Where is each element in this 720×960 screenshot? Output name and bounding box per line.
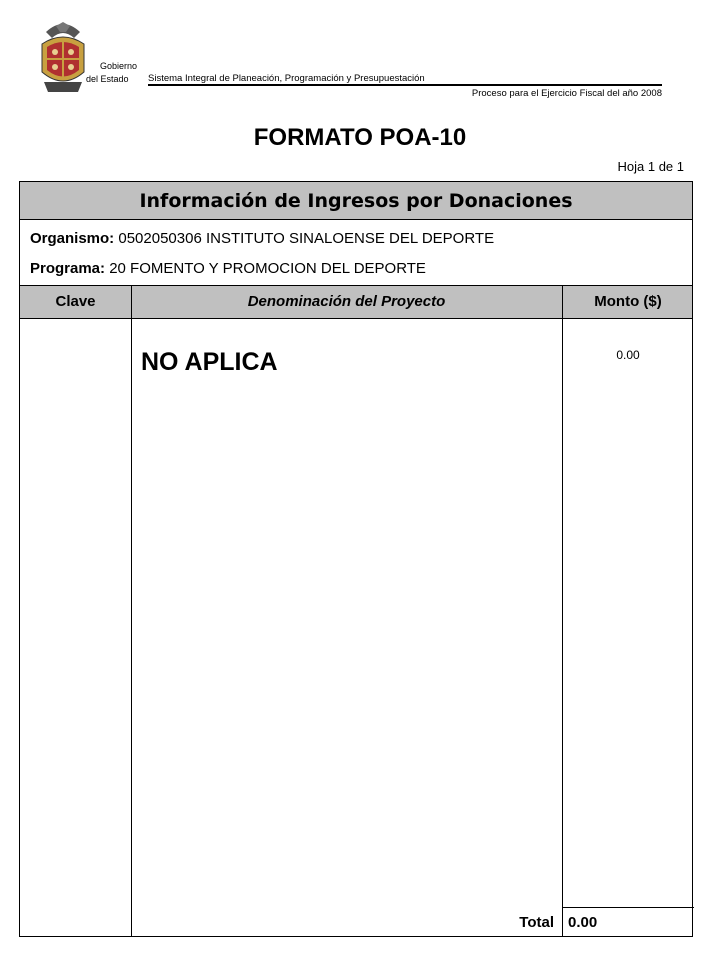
col-denominacion: Denominación del Proyecto (247, 293, 446, 310)
programa-label: Programa: (30, 260, 106, 277)
gobierno-label: Gobierno (100, 61, 138, 71)
del-estado-label: del Estado (86, 74, 129, 84)
col-clave: Clave (55, 293, 96, 310)
table-header (20, 285, 692, 319)
column-divider-1 (131, 285, 132, 937)
document-title: FORMATO POA-10 (253, 124, 467, 151)
programa-row (30, 260, 426, 277)
project-name-cell: NO APLICA (141, 348, 278, 376)
header-rule (148, 84, 662, 86)
donations-form (19, 181, 693, 937)
process-year-label: Proceso para el Ejercicio Fiscal del año 2008 (471, 88, 662, 99)
programa-value: 20 FOMENTO Y PROMOCION DEL DEPORTE (109, 260, 426, 277)
page-indicator: Hoja 1 de 1 (617, 159, 684, 174)
state-coat-of-arms-logo (36, 20, 90, 96)
total-label: Total (519, 914, 554, 931)
amount-cell: 0.00 (616, 348, 640, 362)
section-title: Información de Ingresos por Donaciones (20, 182, 692, 220)
organismo-value: 0502050306 INSTITUTO SINALOENSE DEL DEPORTE (118, 230, 495, 247)
total-value: 0.00 (568, 914, 598, 931)
total-rule (562, 907, 694, 908)
system-name: Sistema Integral de Planeación, Programación y Presupuestación (148, 73, 425, 84)
organismo-label: Organismo: (30, 230, 115, 247)
col-monto: Monto ($) (594, 293, 662, 310)
column-divider-2 (562, 285, 563, 937)
organismo-row (30, 230, 494, 247)
